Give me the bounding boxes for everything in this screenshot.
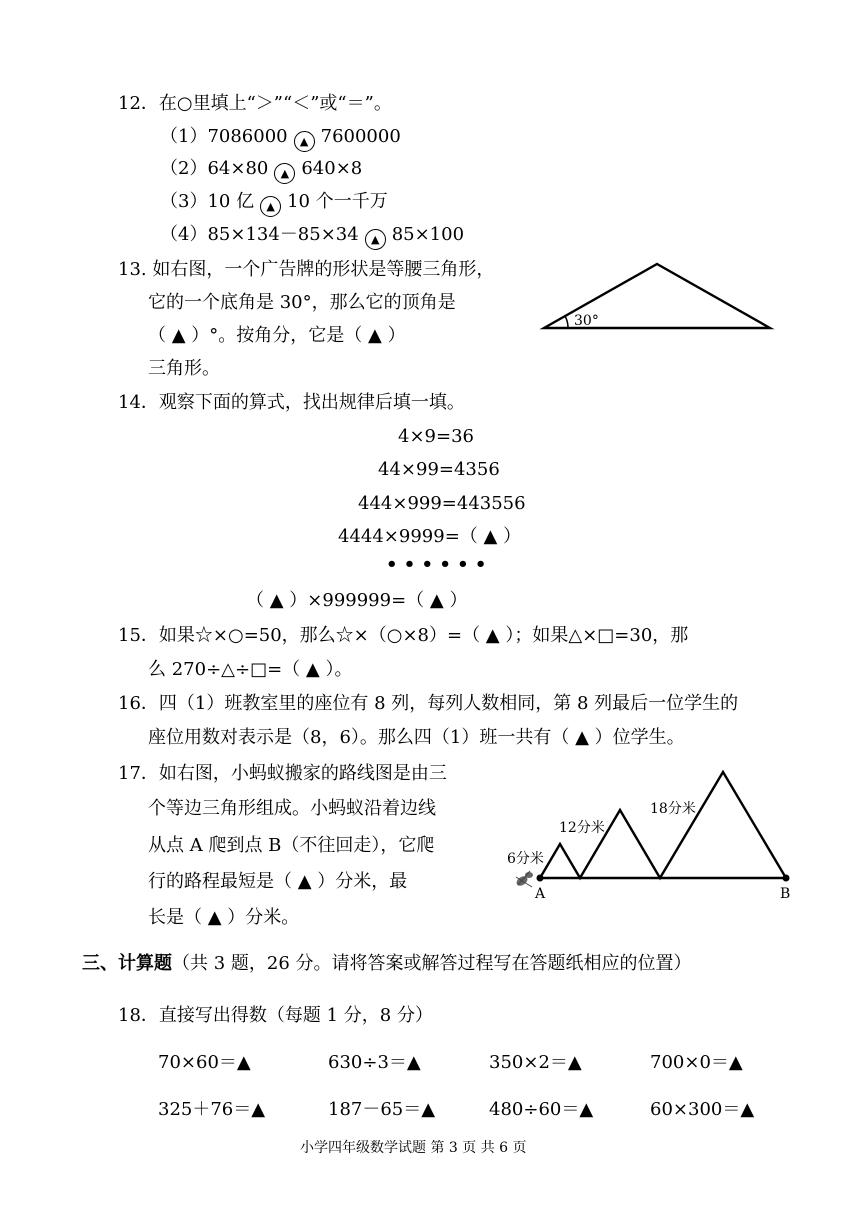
ant-icon xyxy=(515,871,533,888)
section-3-header xyxy=(82,952,692,976)
q12-item-2-left: （2）64×80 xyxy=(160,158,269,179)
q14-eq-5: （ ▲ ）×999999=（ ▲ ） xyxy=(246,590,468,611)
triangle-in-circle-icon: ▲ xyxy=(260,196,281,217)
q18-r1-c3: 350×2＝▲ xyxy=(489,1052,582,1073)
q14-title: 14．观察下面的算式，找出规律后填一填。 xyxy=(118,392,465,413)
q14-eq-2: 44×99=4356 xyxy=(378,459,500,480)
q12-item-1-left: （1）7086000 xyxy=(160,126,288,147)
section-3-note: （共 3 题，26 分。请将答案或解答过程写在答题纸相应的位置） xyxy=(172,953,692,974)
q17-line-2: 个等边三角形组成。小蚂蚁沿着边线 xyxy=(148,798,436,819)
q15-line-2: 么 270÷△÷□=（ ▲ ）。 xyxy=(148,659,353,680)
q14-eq-4: 4444×9999=（ ▲ ） xyxy=(338,526,522,547)
q13-line-4: 三角形。 xyxy=(148,358,220,379)
point-a-label: A xyxy=(535,886,546,902)
q13-triangle-figure xyxy=(538,258,778,338)
label-6dm: 6分米 xyxy=(507,851,544,867)
q12-title: 12．在○里填上“＞”“＜”或“＝”。 xyxy=(118,93,392,114)
q12-item-3-right: 10 个一千万 xyxy=(287,191,388,212)
q12-item-3-left: （3）10 亿 xyxy=(160,191,255,212)
point-b-dot xyxy=(783,875,790,882)
label-18dm: 18分米 xyxy=(650,801,696,817)
q13-line-3: （ ▲ ）°。按角分，它是（ ▲ ） xyxy=(148,325,406,346)
q18-r1-c1: 70×60＝▲ xyxy=(158,1052,251,1073)
point-b-label: B xyxy=(780,886,791,902)
q12-item-3 xyxy=(160,190,388,217)
q12-item-4-left: （4）85×134－85×34 xyxy=(160,224,359,245)
q15-line-1: 15．如果☆×○=50，那么☆×（○×8）=（ ▲ ）；如果△×□=30，那 xyxy=(118,625,689,646)
q14-dots: • • • • • • xyxy=(386,554,487,575)
q18-r2-c2: 187－65＝▲ xyxy=(328,1099,436,1120)
section-3-heading: 三、计算题 xyxy=(82,953,172,974)
q13-line-1: 13. 如右图，一个广告牌的形状是等腰三角形， xyxy=(118,259,495,280)
q13-line-2: 它的一个底角是 30°，那么它的顶角是 xyxy=(148,292,456,313)
page-footer: 小学四年级数学试题 第 3 页 共 6 页 xyxy=(300,1140,527,1156)
q18-r2-c1: 325＋76＝▲ xyxy=(158,1099,266,1120)
q18-r1-c4: 700×0＝▲ xyxy=(650,1052,743,1073)
q14-eq-1: 4×9=36 xyxy=(398,426,474,447)
q12-item-4-right: 85×100 xyxy=(391,224,465,245)
label-12dm: 12分米 xyxy=(559,820,605,836)
q17-ant-path-figure xyxy=(500,765,800,905)
q12-item-4 xyxy=(160,223,464,250)
q17-line-4: 行的路程最短是（ ▲ ）分米，最 xyxy=(148,871,408,892)
q17-line-3: 从点 A 爬到点 B（不往回走），它爬 xyxy=(148,835,435,856)
q12-item-1 xyxy=(160,125,401,152)
q18-r2-c3: 480÷60＝▲ xyxy=(489,1099,594,1120)
q16-line-1: 16．四（1）班教室里的座位有 8 列，每列人数相同，第 8 列最后一位学生的 xyxy=(118,693,739,714)
q18-r2-c4: 60×300＝▲ xyxy=(650,1099,755,1120)
triangle-in-circle-icon: ▲ xyxy=(365,229,386,250)
q12-item-1-right: 7600000 xyxy=(320,126,401,147)
q12-item-2-right: 640×8 xyxy=(301,158,363,179)
q17-line-5: 长是（ ▲ ）分米。 xyxy=(148,907,300,928)
q17-line-1: 17．如右图，小蚂蚁搬家的路线图是由三 xyxy=(118,763,447,784)
point-a-dot xyxy=(537,875,544,882)
q18-title: 18．直接写出得数（每题 1 分，8 分） xyxy=(118,1005,433,1026)
base-angle-arc xyxy=(565,316,568,328)
q16-line-2: 座位用数对表示是（8，6）。那么四（1）班一共有（ ▲ ）位学生。 xyxy=(148,727,685,748)
angle-label: 30° xyxy=(574,313,599,329)
q12-item-2 xyxy=(160,157,362,184)
triangle-in-circle-icon: ▲ xyxy=(274,163,295,184)
q14-eq-3: 444×999=443556 xyxy=(358,493,526,514)
q18-r1-c2: 630÷3＝▲ xyxy=(328,1052,421,1073)
triangle-in-circle-icon: ▲ xyxy=(294,131,315,152)
